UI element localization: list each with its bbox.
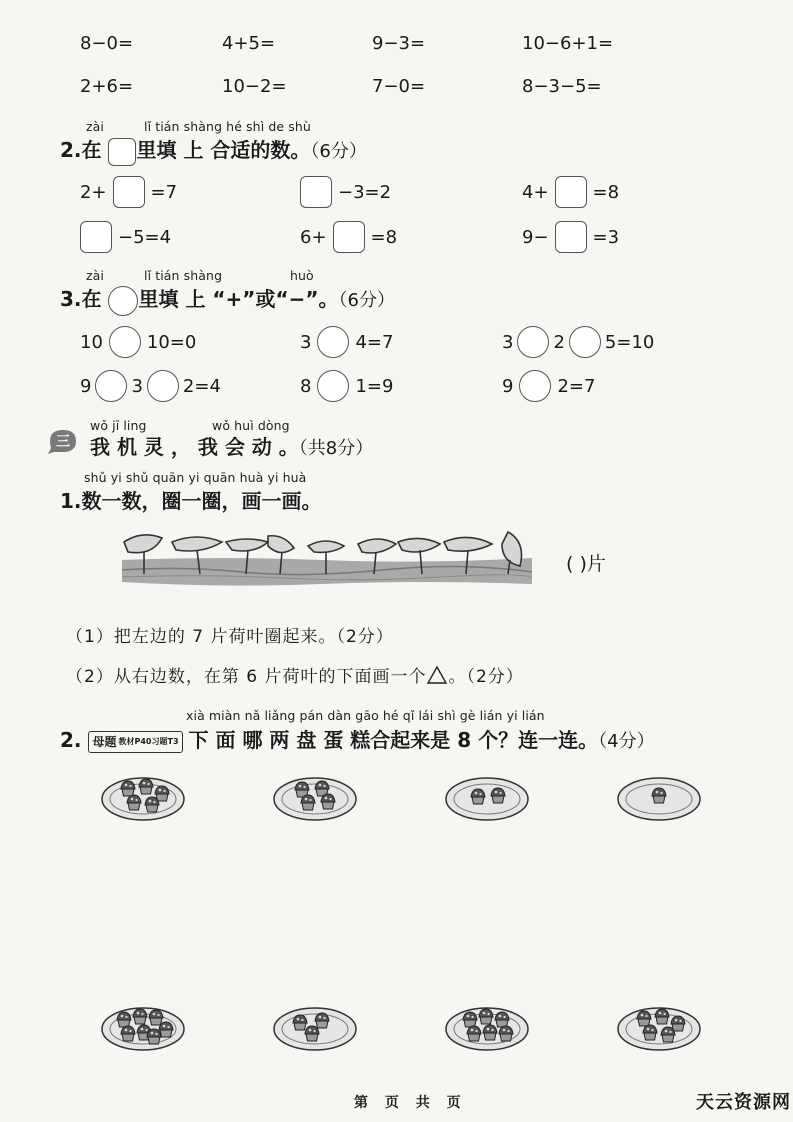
equation: 10−2=: [222, 76, 287, 97]
cupcake-icon: [315, 1013, 329, 1028]
fill-item: [300, 221, 397, 253]
fill-item: [300, 326, 393, 358]
equation: 10−6+1=: [522, 33, 614, 54]
operand: 4+: [522, 181, 549, 203]
cake-plate[interactable]: [100, 1006, 186, 1052]
sub-question-text: （2）从右边数，在第 6 片荷叶的下面画一个: [66, 667, 427, 687]
answer-circle: [108, 286, 138, 316]
cupcake-icon: [127, 795, 141, 810]
operand: 9−: [522, 226, 549, 248]
answer-box[interactable]: [80, 221, 112, 253]
cupcake-icon: [147, 1029, 161, 1044]
operand: 3: [502, 331, 514, 353]
pinyin: wǒ huì dòng: [212, 418, 290, 433]
badge-label: 母题: [92, 735, 117, 749]
operand: −3=2: [338, 181, 392, 203]
lotus-leaves-image: [122, 530, 534, 586]
answer-circle[interactable]: [317, 326, 349, 358]
title-text: 下 面 哪 两 盘 蛋 糕合起来是 8 个？连一连。: [188, 728, 599, 752]
cupcake-icon: [643, 1025, 657, 1040]
operand: 10: [80, 331, 103, 353]
answer-box[interactable]: [555, 221, 587, 253]
cake-plate[interactable]: [272, 776, 358, 822]
cupcake-icon: [149, 1010, 163, 1025]
answer-circle[interactable]: [517, 326, 549, 358]
cupcake-icon: [321, 794, 335, 809]
pinyin: zài: [86, 268, 104, 283]
equation: 7−0=: [372, 76, 426, 97]
operand: 3: [300, 331, 312, 353]
cupcake-icon: [655, 1009, 669, 1024]
operand: 2+: [80, 181, 107, 203]
answer-box[interactable]: [333, 221, 365, 253]
fill-item: [522, 176, 619, 208]
operand: −5=4: [118, 226, 172, 248]
operand: 9: [502, 375, 514, 397]
badge-ref: 教材P40习题T3: [118, 737, 179, 746]
question-title: [60, 724, 655, 753]
page-footer: 第 页 共 页: [354, 1095, 467, 1111]
answer-circle[interactable]: [109, 326, 141, 358]
pinyin: huò: [290, 268, 314, 283]
cake-plate[interactable]: [616, 1006, 702, 1052]
fill-item: [300, 176, 391, 208]
answer-circle[interactable]: [569, 326, 601, 358]
score: （共8分）: [298, 438, 374, 459]
answer-box: [108, 138, 136, 166]
title-text: 数一数，圈一圈，画一画。: [81, 489, 322, 513]
sub-question: [66, 662, 524, 687]
question-number: 1.: [60, 489, 82, 513]
operand: 8: [300, 375, 312, 397]
cake-plate[interactable]: [100, 776, 186, 822]
operand: 3: [131, 375, 143, 397]
watermark-logo: 天云资源网: [696, 1092, 791, 1113]
operand: =3: [592, 226, 620, 248]
cupcake-icon: [305, 1026, 319, 1041]
pinyin: wǒ jī ling: [90, 418, 147, 433]
equation: 8−0=: [80, 33, 134, 54]
answer-circle[interactable]: [95, 370, 127, 402]
fill-item: [502, 370, 595, 402]
title-text: 里填 上 “+”或“−”。: [138, 287, 339, 311]
equation: 8−3−5=: [522, 76, 602, 97]
cupcake-icon: [661, 1027, 675, 1042]
cake-plate[interactable]: [444, 1006, 530, 1052]
textbook-badge: [88, 731, 182, 753]
pinyin: zài: [86, 119, 104, 134]
equation: 9−3=: [372, 33, 426, 54]
answer-blank: ( )片: [566, 553, 606, 575]
cupcake-icon: [145, 797, 159, 812]
operand: 1=9: [355, 375, 394, 397]
cupcake-icon: [293, 1015, 307, 1030]
answer-box[interactable]: [300, 176, 332, 208]
cake-plate[interactable]: [616, 776, 702, 822]
cupcake-icon: [479, 1009, 493, 1024]
answer-circle[interactable]: [519, 370, 551, 402]
cupcake-icon: [483, 1025, 497, 1040]
operand: =8: [592, 181, 620, 203]
operand: 2=4: [182, 375, 221, 397]
cupcake-icon: [495, 1012, 509, 1027]
question-number: 2.: [60, 138, 82, 162]
question-number: 3.: [60, 287, 82, 311]
cupcake-icon: [139, 779, 153, 794]
cupcake-icon: [652, 788, 666, 803]
title-char: 在: [81, 138, 102, 162]
pinyin: lǐ tián shàng hé shì de shù: [144, 119, 311, 134]
question-number: 2.: [60, 728, 82, 752]
question-title: [60, 134, 367, 166]
score: （4分）: [598, 731, 655, 752]
triangle-icon: [426, 665, 448, 685]
cupcake-icon: [637, 1011, 651, 1026]
section-title: [90, 431, 373, 460]
question-title: [60, 283, 395, 316]
equation: 2+6=: [80, 76, 134, 97]
cupcake-icon: [133, 1009, 147, 1024]
operand: =7: [150, 181, 178, 203]
operand: =8: [370, 226, 398, 248]
fill-item: [300, 370, 393, 402]
fill-item: [80, 326, 196, 358]
cupcake-icon: [159, 1022, 173, 1037]
cake-plate[interactable]: [444, 776, 530, 822]
answer-box[interactable]: [555, 176, 587, 208]
operand: 6+: [300, 226, 327, 248]
title-char: 在: [81, 287, 102, 311]
sub-question: （1）把左边的 7 片荷叶圈起来。（2分）: [66, 627, 394, 647]
answer-circle[interactable]: [147, 370, 179, 402]
pinyin: shǔ yi shǔ quān yi quān huà yi huà: [84, 470, 307, 485]
answer-box[interactable]: [113, 176, 145, 208]
pinyin: xià miàn nǎ liǎng pán dàn gāo hé qǐ lái shì gè lián yi lián: [186, 708, 545, 723]
question-title: [60, 485, 322, 514]
operand: 5=10: [604, 331, 655, 353]
section-number: 三: [56, 434, 70, 450]
operand: 4=7: [355, 331, 394, 353]
cupcake-icon: [121, 781, 135, 796]
operand: 2: [553, 331, 565, 353]
cupcake-icon: [463, 1012, 477, 1027]
section-badge-icon: [46, 427, 80, 455]
cupcake-icon: [117, 1012, 131, 1027]
sub-question-text: 。（2分）: [448, 667, 524, 687]
operand: 9: [80, 375, 92, 397]
title-text: 里填 上 合适的数。: [136, 138, 311, 162]
answer-circle[interactable]: [317, 370, 349, 402]
fill-item: [522, 221, 619, 253]
cupcake-icon: [471, 789, 485, 804]
score: （6分）: [338, 290, 395, 311]
score: （6分）: [310, 141, 367, 162]
cupcake-icon: [499, 1026, 513, 1041]
cupcake-icon: [491, 788, 505, 803]
cupcake-icon: [467, 1026, 481, 1041]
pinyin: lǐ tián shàng: [144, 268, 223, 283]
fill-item: [80, 176, 177, 208]
operand: 2=7: [557, 375, 596, 397]
fill-item: [502, 326, 654, 358]
equation: 4+5=: [222, 33, 276, 54]
operand: 10=0: [146, 331, 197, 353]
cupcake-icon: [121, 1026, 135, 1041]
fill-item: [80, 221, 171, 253]
section-title-text: 我 机 灵 ， 我 会 动 。: [90, 435, 299, 459]
cake-plate[interactable]: [272, 1006, 358, 1052]
fill-item: [80, 370, 221, 402]
cupcake-icon: [301, 795, 315, 810]
